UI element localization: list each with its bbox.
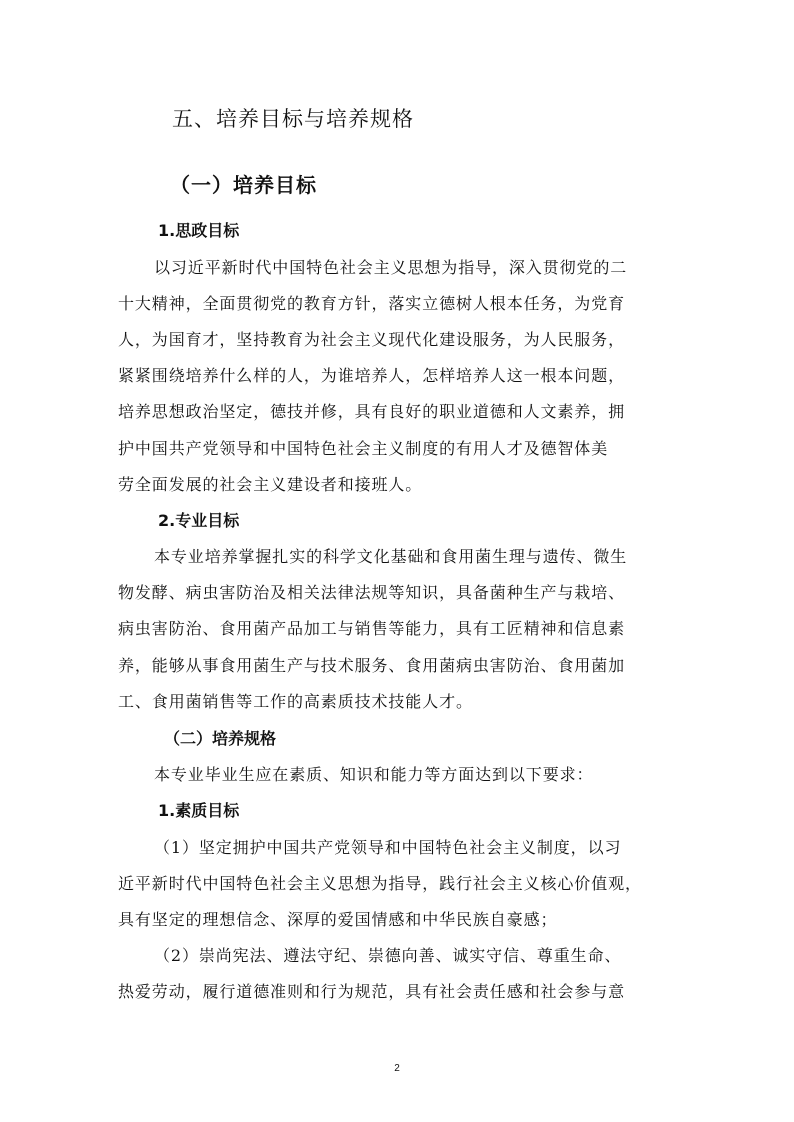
paragraph-line: 具有坚定的理想信念、深厚的爱国情感和中华民族自豪感；	[118, 910, 558, 929]
paragraph-line: 本专业培养掌握扎实的科学文化基础和食用菌生理与遗传、微生	[154, 547, 628, 566]
paragraph-line: 工、食用菌销售等工作的高素质技术技能人才。	[118, 692, 473, 711]
paragraph-line: 十大精神，全面贯彻党的教育方针，落实立德树人根本任务，为党育	[118, 294, 626, 313]
paragraph-line: 物发酵、病虫害防治及相关法律法规等知识，具备菌种生产与栽培、	[118, 583, 626, 602]
paragraph-line: 劳全面发展的社会主义建设者和接班人。	[118, 475, 423, 494]
subheading-professional-goal: 2.专业目标	[158, 511, 240, 530]
chapter-heading: 五、培养目标与培养规格	[172, 107, 414, 131]
paragraph-line: （2）崇尚宪法、遵法守纪、崇德向善、诚实守信、尊重生命、	[154, 946, 622, 965]
paragraph-line: （1）坚定拥护中国共产党领导和中国特色社会主义制度，以习	[154, 838, 622, 857]
subheading-quality-goal: 1.素质目标	[158, 801, 240, 820]
subheading-ideological-goal: 1.思政目标	[158, 221, 240, 240]
paragraph-line: 紧紧围绕培养什么样的人，为谁培养人，怎样培养人这一根本问题，	[118, 366, 626, 385]
paragraph-line: 近平新时代中国特色社会主义思想为指导，践行社会主义核心价值观，	[118, 874, 642, 893]
paragraph-line: 养，能够从事食用菌生产与技术服务、食用菌病虫害防治、食用菌加	[118, 656, 626, 675]
paragraph-line: 病虫害防治、食用菌产品加工与销售等能力，具有工匠精神和信息素	[118, 619, 626, 638]
paragraph-line: 护中国共产党领导和中国特色社会主义制度的有用人才及德智体美	[118, 439, 609, 458]
paragraph-line: 人，为国育才，坚持教育为社会主义现代化建设服务，为人民服务，	[118, 330, 626, 349]
section-heading-training-specs: （二）培养规格	[164, 729, 277, 748]
section-heading-training-goals: （一）培养目标	[170, 173, 317, 197]
paragraph-line: 本专业毕业生应在素质、知识和能力等方面达到以下要求：	[154, 765, 594, 784]
paragraph-line: 培养思想政治坚定，德技并修，具有良好的职业道德和人文素养，拥	[118, 402, 626, 421]
paragraph-line: 以习近平新时代中国特色社会主义思想为指导，深入贯彻党的二	[154, 258, 628, 277]
paragraph-line: 热爱劳动，履行道德准则和行为规范，具有社会责任感和社会参与意	[118, 982, 626, 1001]
page-number: 2	[394, 1063, 400, 1074]
